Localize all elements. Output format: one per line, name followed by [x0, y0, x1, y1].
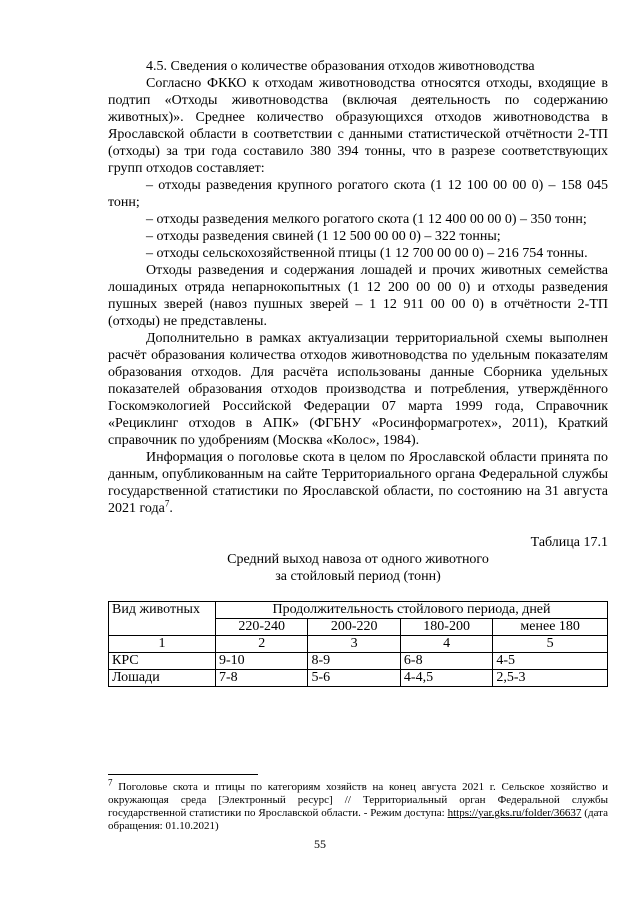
numbering-cell: 3 — [308, 636, 400, 653]
list-item-mrs: – отходы разведения мелкого рогатого скота (1 12 400 00 00 0) – 350 тонн; — [146, 212, 587, 227]
paragraph-livestock — [108, 449, 608, 517]
subheader-cell: менее 180 — [493, 619, 608, 636]
paragraph-horses: Отходы разведения и содержания лошадей и прочих животных семейства лошадиных отряда непарнокопытных (1 12 200 00 00 0) и отходы разведения пушных зверей (навоз пушных зверей – 1 12 911 00 00 0) в отчётности 2-ТП (отходы) не представлены. — [108, 263, 608, 329]
footnote-divider — [108, 774, 258, 775]
table-cell: Лошади — [109, 670, 216, 687]
table-title-line1: Средний выход навоза от одного животного — [227, 552, 489, 567]
numbering-cell: 4 — [400, 636, 492, 653]
table-header-row — [109, 602, 608, 619]
header-kind: Вид животных — [109, 602, 216, 636]
table-cell: 5-6 — [308, 670, 400, 687]
table-cell: 8-9 — [308, 653, 400, 670]
table-cell: КРС — [109, 653, 216, 670]
paragraph-calculation: Дополнительно в рамках актуализации территориальной схемы выполнен расчёт образования количества отходов животноводства по удельным показателям образования отходов. Для расчёта использованы данные Сборника удельных показателей образования отходов производства и потребления, утверждённого Госкомэкологией Российской Федерации 07 марта 1999 года, Справочник «Рециклинг отходов в АПК» (ФГБНУ «Росинформагротех», 2011), Краткий справочник по удобрениям (Москва «Колос», 1984). — [108, 331, 608, 448]
footnote-reference[interactable]: 7 — [164, 498, 170, 509]
table-row — [109, 670, 608, 687]
section-heading: 4.5. Сведения о количестве образования отходов животноводства — [146, 59, 535, 74]
footnote — [108, 777, 608, 833]
table-cell: 4-5 — [493, 653, 608, 670]
subheader-cell: 180-200 — [400, 619, 492, 636]
footnote-text: Поголовье скота и птицы по категориям хозяйств на конец августа 2021 г. Сельское хозяйство и окружающая среда [Электронный ресурс] // Территориальный орган Федеральной службы государственной статистики по Ярославской области. - Режим доступа: — [108, 781, 608, 819]
paragraph-fkko: Согласно ФККО к отходам животноводства относятся отходы, входящие в подтип «Отходы животноводства (включая деятельность по содержанию животных)». Среднее количество образующихся отходов животноводства в Ярославской области в соответствии с данными статистической отчётности 2-ТП (отходы) за три года составило 380 394 тонны, что в разрезе соответствующих групп отходов составляет: — [108, 76, 608, 176]
footnote-mark: 7 — [108, 777, 113, 788]
list-item-krs: – отходы разведения крупного рогатого скота (1 12 100 00 00 0) – 158 045 тонн; — [108, 178, 608, 210]
paragraph-livestock-text: Информация о поголовье скота в целом по Ярославской области принята по данным, опубликованным на сайте Территориального органа Федеральной службы государственной статистики по Ярославской области, по состоянию на 31 августа 2021 года — [108, 450, 608, 516]
subheader-cell: 200-220 — [308, 619, 400, 636]
numbering-cell: 1 — [109, 636, 216, 653]
header-period: Продолжительность стойлового периода, дней — [216, 602, 608, 619]
table-cell: 9-10 — [216, 653, 308, 670]
list-item-pigs: – отходы разведения свиней (1 12 500 00 00 0) – 322 тонны; — [146, 229, 501, 244]
table-cell: 6-8 — [400, 653, 492, 670]
numbering-cell: 5 — [493, 636, 608, 653]
numbering-cell: 2 — [216, 636, 308, 653]
table-cell: 7-8 — [216, 670, 308, 687]
table-numbering-row — [109, 636, 608, 653]
document-body — [108, 58, 608, 687]
table-cell: 2,5-3 — [493, 670, 608, 687]
paragraph-livestock-end: . — [169, 501, 173, 516]
table-row — [109, 653, 608, 670]
list-item-poultry: – отходы сельскохозяйственной птицы (1 12 700 00 00 0) – 216 754 тонны. — [146, 246, 588, 261]
footnote-link[interactable]: https://yar.gks.ru/folder/36637 — [447, 807, 582, 819]
footnote-tail: (дата обращения: 01.10.2021) — [108, 807, 608, 832]
page-number: 55 — [314, 837, 326, 851]
table-title-line2: за стойловый период (тонн) — [275, 569, 441, 584]
manure-table — [108, 601, 608, 687]
table-cell: 4-4,5 — [400, 670, 492, 687]
subheader-cell: 220-240 — [216, 619, 308, 636]
table-label: Таблица 17.1 — [530, 535, 608, 550]
